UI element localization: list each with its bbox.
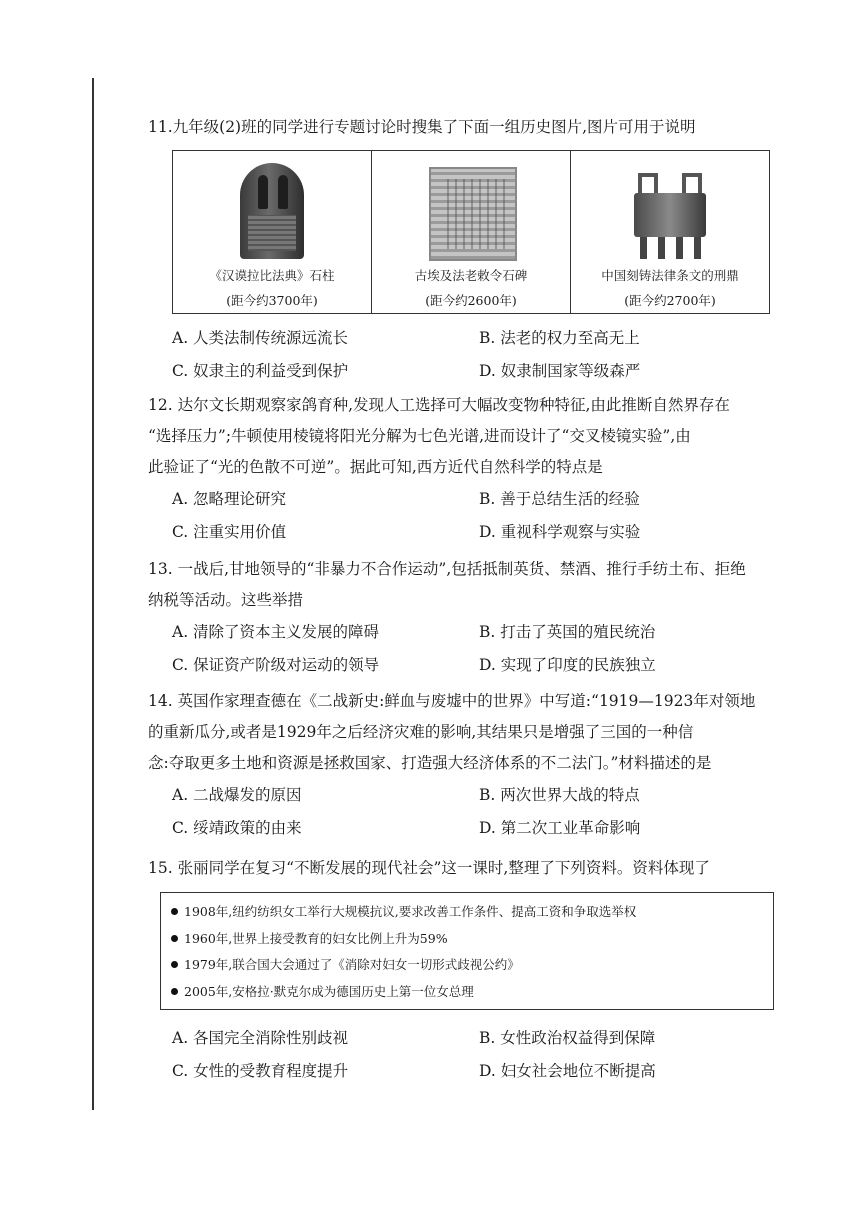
option-c[interactable]: C. 保证资产阶级对运动的领导 (172, 656, 380, 674)
hammurabi-stele-image (226, 159, 318, 259)
option-c[interactable]: C. 绥靖政策的由来 (172, 819, 302, 837)
question-13-line: 纳税等活动。这些举措 (148, 591, 304, 609)
option-d[interactable]: D. 妇女社会地位不断提高 (479, 1062, 656, 1080)
option-c[interactable]: C. 奴隶主的利益受到保护 (172, 362, 349, 380)
option-a[interactable]: A. 清除了资本主义发展的障碍 (172, 623, 380, 641)
egypt-tablet-image (425, 159, 517, 259)
question-11-options (148, 322, 788, 388)
option-b[interactable]: B. 法老的权力至高无上 (479, 329, 640, 347)
image-cell-egypt-tablet (372, 151, 571, 313)
option-a[interactable]: A. 二战爆发的原因 (172, 786, 302, 804)
question-15-options (148, 1022, 788, 1088)
question-12 (148, 390, 788, 549)
option-c[interactable]: C. 注重实用价值 (172, 523, 287, 541)
option-a[interactable]: A. 人类法制传统源远流长 (172, 329, 349, 347)
material-item: 2005年,安格拉·默克尔成为德国历史上第一位女总理 (171, 979, 763, 1006)
bullet-dot-icon (171, 935, 178, 942)
binding-margin-line (92, 78, 94, 1110)
option-b[interactable]: B. 善于总结生活的经验 (479, 490, 640, 508)
image-cell-hammurabi (173, 151, 372, 313)
image-caption: 《汉谟拉比法典》石柱 (距今约3700年) (209, 268, 335, 308)
material-item: 1960年,世界上接受教育的妇女比例上升为59% (171, 926, 763, 953)
option-b[interactable]: B. 打击了英国的殖民统治 (479, 623, 656, 641)
material-item: 1908年,纽约纺织女工举行大规模抗议,要求改善工作条件、提高工资和争取选举权 (171, 899, 763, 926)
image-caption: 古埃及法老敕令石碑 (距今约2600年) (414, 268, 528, 308)
bullet-dot-icon (171, 988, 178, 995)
bullet-dot-icon (171, 908, 178, 915)
question-15 (148, 853, 788, 884)
bronze-ding-image (624, 159, 716, 259)
image-cell-ding (571, 151, 769, 313)
question-12-line: 12. 达尔文长期观察家鸽育种,发现人工选择可大幅改变物种特征,由此推断自然界存在 (148, 396, 730, 414)
question-15-stem: 15. 张丽同学在复习“不断发展的现代社会”这一课时,整理了下列资料。资料体现了 (148, 859, 710, 877)
option-a[interactable]: A. 忽略理论研究 (172, 490, 287, 508)
option-d[interactable]: D. 实现了印度的民族独立 (479, 656, 656, 674)
bullet-dot-icon (171, 961, 178, 968)
option-c[interactable]: C. 女性的受教育程度提升 (172, 1062, 349, 1080)
option-d[interactable]: D. 奴隶制国家等级森严 (479, 362, 641, 380)
question-13-line: 13. 一战后,甘地领导的“非暴力不合作运动”,包括抵制英货、禁酒、推行手纺土布、拒绝 (148, 560, 746, 578)
material-box (160, 892, 774, 1010)
question-11 (148, 112, 788, 143)
question-14-line: 的重新瓜分,或者是1929年之后经济灾难的影响,其结果只是增强了三国的一种信 (148, 723, 694, 741)
question-14-line: 念:夺取更多土地和资源是拯救国家、打造强大经济体系的不二法门。”材料描述的是 (148, 754, 712, 772)
question-12-line: 此验证了“光的色散不可逆”。据此可知,西方近代自然科学的特点是 (148, 458, 603, 476)
question-14 (148, 686, 788, 845)
option-d[interactable]: D. 第二次工业革命影响 (479, 819, 641, 837)
material-item: 1979年,联合国大会通过了《消除对妇女一切形式歧视公约》 (171, 952, 763, 979)
option-d[interactable]: D. 重视科学观察与实验 (479, 523, 641, 541)
history-image-table (172, 150, 770, 314)
question-13 (148, 554, 788, 682)
question-11-stem: 11.九年级(2)班的同学进行专题讨论时搜集了下面一组历史图片,图片可用于说明 (148, 118, 696, 136)
option-b[interactable]: B. 两次世界大战的特点 (479, 786, 640, 804)
option-a[interactable]: A. 各国完全消除性别歧视 (172, 1029, 349, 1047)
option-b[interactable]: B. 女性政治权益得到保障 (479, 1029, 656, 1047)
image-caption: 中国刻铸法律条文的刑鼎 (距今约2700年) (601, 268, 739, 308)
question-12-line: “选择压力”;牛顿使用棱镜将阳光分解为七色光谱,进而设计了“交叉棱镜实验”,由 (148, 427, 691, 445)
question-14-line: 14. 英国作家理查德在《二战新史:鲜血与废墟中的世界》中写道:“1919—1923年对领地 (148, 692, 756, 710)
